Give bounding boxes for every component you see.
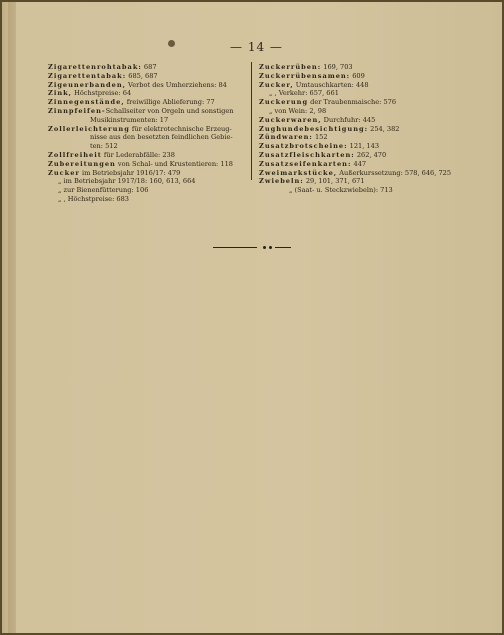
index-references: Schallseiter von Orgeln und sonstigen <box>105 106 234 115</box>
index-entry <box>259 125 479 134</box>
index-entry <box>259 186 479 195</box>
index-headword: Zinnpfeifen- <box>48 106 106 115</box>
index-references: freiwillige Ablieferung: 77 <box>124 98 215 107</box>
index-references: „ , Verkehr: 657, 661 <box>269 89 339 98</box>
index-entry <box>48 142 248 151</box>
index-headword: Zündwaren: <box>259 133 313 142</box>
rule-line-left <box>213 247 257 248</box>
index-references: „ zur Bienenfütterung: 106 <box>58 186 149 195</box>
index-headword: Zusatzfleischkarten: <box>259 150 355 159</box>
index-entry <box>259 116 479 125</box>
index-references: 121, 143 <box>347 142 380 151</box>
index-headword: Zollfreiheit <box>48 150 102 159</box>
index-entry <box>259 142 479 151</box>
index-references: 262, 470 <box>354 150 387 159</box>
index-entry <box>48 169 248 178</box>
index-references: „ (Saat- u. Steckzwiebeln): 713 <box>289 186 393 195</box>
index-entry <box>48 116 248 125</box>
index-entry <box>48 133 248 142</box>
index-references: Durchfuhr: 445 <box>321 115 376 124</box>
index-references: Verbot des Umherziehens: 84 <box>125 80 227 89</box>
index-references: 169, 703 <box>321 63 353 71</box>
index-entry <box>48 160 248 169</box>
page-number: — 14 — <box>230 40 283 54</box>
index-references: „ im Betriebsjahr 1917/18: 160, 613, 664 <box>58 177 196 186</box>
index-references: für elektrotechnische Erzeug- <box>129 124 232 133</box>
index-references: für Lederabfälle: 238 <box>101 150 175 159</box>
index-headword: Zuckerwaren, <box>259 115 322 124</box>
index-references: Höchstpreise: 64 <box>71 89 132 98</box>
index-headword: Zusatzbrotscheine: <box>259 142 348 151</box>
index-headword: Zink, <box>48 89 72 98</box>
rule-dot <box>269 246 272 249</box>
index-references: im Betriebsjahr 1916/17: 479 <box>79 168 181 177</box>
index-references: 29, 101, 371, 671 <box>303 177 365 186</box>
index-headword: Zughundebesichtigung: <box>259 124 369 133</box>
index-column-right <box>259 63 479 195</box>
index-references: Außerkurssetzung: 578, 646, 725 <box>337 168 452 177</box>
index-references: 254, 382 <box>368 124 400 133</box>
index-headword: Zuckerrüben: <box>259 63 322 71</box>
index-entry <box>259 133 479 142</box>
section-end-rule <box>213 246 291 249</box>
index-headword: Zuckerung <box>259 98 309 107</box>
ornament-dot <box>168 40 175 47</box>
rule-line-right <box>275 247 291 248</box>
index-entry <box>259 169 479 178</box>
index-headword: Zigarettentabak: <box>48 71 127 80</box>
index-headword: Zuckerrübensamen: <box>259 71 351 80</box>
index-headword: Zollerleichterung <box>48 124 130 133</box>
index-references: Musikinstrumenten: 17 <box>90 115 169 124</box>
book-page <box>2 2 502 633</box>
index-references: 687 <box>141 63 157 71</box>
index-entry <box>259 89 479 98</box>
index-headword: Zweimarkstücke, <box>259 168 338 177</box>
index-references: nisse aus den besetzten feindlichen Gebie- <box>90 133 233 142</box>
index-headword: Zubereitungen <box>48 159 116 168</box>
index-entry <box>48 72 248 81</box>
index-entry <box>259 151 479 160</box>
index-references: Umtauschkarten: 448 <box>293 80 369 89</box>
index-entry <box>259 72 479 81</box>
index-entry <box>259 107 479 116</box>
index-entry <box>48 98 248 107</box>
index-entry <box>48 89 248 98</box>
index-entry <box>259 63 479 72</box>
page-binding-shadow <box>8 2 16 633</box>
index-entry <box>259 160 479 169</box>
index-entry <box>48 177 248 186</box>
index-headword: Zinnegenstände, <box>48 98 125 107</box>
index-references: 447 <box>351 159 367 168</box>
index-headword: Zusatzseifenkarten: <box>259 159 352 168</box>
index-references: der Traubenmaische: 576 <box>308 98 397 107</box>
index-entry <box>48 81 248 90</box>
index-references: 609 <box>350 71 365 80</box>
index-entry <box>48 195 248 204</box>
index-entry <box>48 63 248 72</box>
index-headword: Zucker, <box>259 80 294 89</box>
index-entry <box>259 98 479 107</box>
index-headword: Zwiebeln: <box>259 177 304 186</box>
index-references: 152 <box>312 133 328 142</box>
index-references: „ von Wein: 2, 98 <box>269 106 327 115</box>
index-references: von Schal- und Krustentieren: 118 <box>115 159 233 168</box>
index-entry <box>259 81 479 90</box>
index-references: 685, 687 <box>126 71 158 80</box>
index-headword: Zucker <box>48 168 80 177</box>
index-entry <box>48 125 248 134</box>
index-entry <box>48 151 248 160</box>
rule-dot <box>263 246 266 249</box>
index-entry <box>48 107 248 116</box>
index-headword: Zigeunerbanden, <box>48 80 126 89</box>
index-references: „ , Höchstpreise: 683 <box>58 194 129 203</box>
index-column-left <box>48 63 248 204</box>
column-divider <box>251 62 252 180</box>
index-headword: Zigarettenrohtabak: <box>48 63 142 71</box>
index-references: ten: 512 <box>90 142 118 151</box>
index-entry <box>259 177 479 186</box>
index-entry <box>48 186 248 195</box>
